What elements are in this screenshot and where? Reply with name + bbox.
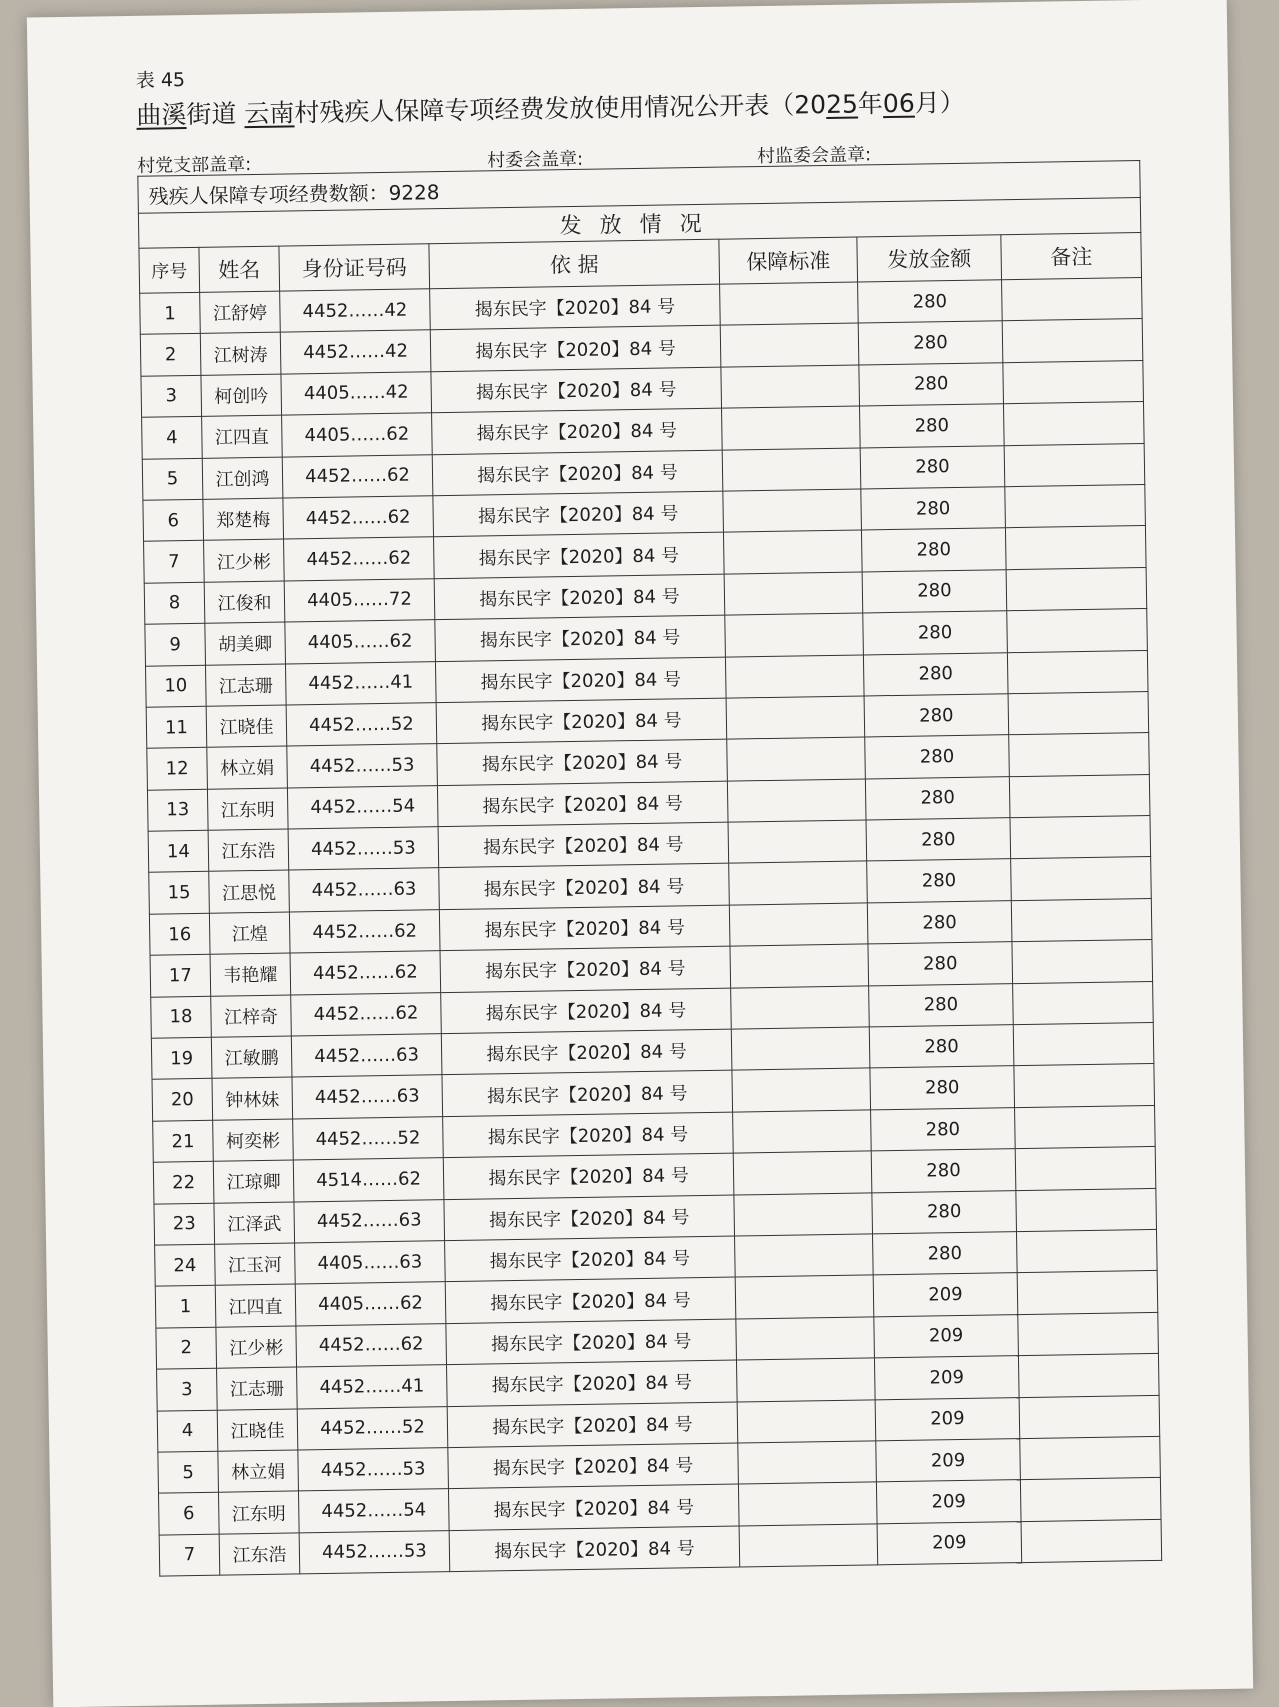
row-standard: [739, 1524, 878, 1568]
row-note: [1020, 1436, 1161, 1480]
row-id-number: 4405……72: [284, 578, 435, 622]
row-basis: 揭东民字【2020】84 号: [436, 698, 727, 744]
row-basis: 揭东民字【2020】84 号: [435, 615, 726, 661]
row-basis: 揭东民字【2020】84 号: [446, 1319, 737, 1365]
row-name: 江四直: [215, 1284, 296, 1327]
row-standard: [731, 1027, 870, 1071]
row-name: 江玉河: [215, 1243, 296, 1286]
title-street-word: 街道: [186, 99, 237, 130]
row-basis: 揭东民字【2020】84 号: [449, 1526, 740, 1572]
row-amount: 280: [858, 280, 1003, 324]
row-note: [1003, 402, 1144, 446]
row-basis: 揭东民字【2020】84 号: [437, 739, 728, 785]
row-amount: 280: [868, 942, 1013, 986]
row-name: 江晓佳: [206, 705, 287, 748]
row-id-number: 4452……41: [285, 661, 436, 705]
section-title: 发放情况: [138, 198, 1140, 249]
row-amount: 280: [867, 901, 1012, 945]
row-note: [1004, 443, 1145, 487]
row-note: [1020, 1478, 1161, 1522]
row-note: [1002, 278, 1143, 322]
row-amount: 280: [863, 652, 1008, 696]
row-amount: 280: [864, 694, 1009, 738]
row-name: 江煌: [209, 912, 290, 955]
row-amount: 280: [865, 735, 1010, 779]
row-id-number: 4452……63: [292, 1075, 443, 1119]
disbursement-table-wrap: [137, 160, 1161, 1577]
row-standard: [723, 530, 862, 574]
row-basis: 揭东民字【2020】84 号: [439, 864, 730, 910]
row-amount: 280: [859, 363, 1004, 407]
row-standard: [733, 1151, 872, 1195]
row-note: [1015, 1147, 1156, 1191]
row-note: [1007, 650, 1148, 694]
row-basis: 揭东民字【2020】84 号: [433, 491, 724, 537]
row-name: 江东明: [207, 788, 288, 831]
row-number: 23: [154, 1203, 215, 1245]
col-header-standard: 保障标准: [719, 237, 858, 284]
row-id-number: 4452……62: [296, 1323, 447, 1367]
title-main: 村残疾人保障专项经费发放使用情况公开表（20: [294, 89, 827, 128]
row-id-number: 4452……42: [280, 330, 431, 374]
party-branch-seal-label: 村党支部盖章:: [136, 154, 252, 177]
row-number: 12: [147, 748, 208, 790]
row-standard: [734, 1192, 873, 1236]
row-number: 6: [143, 499, 204, 541]
row-name: 林立娟: [207, 746, 288, 789]
row-amount: 280: [867, 859, 1012, 903]
row-amount: 209: [874, 1356, 1019, 1400]
row-basis: 揭东民字【2020】84 号: [434, 574, 725, 620]
row-name: 江东浩: [208, 829, 289, 872]
paper-sheet: [27, 0, 1253, 1707]
row-standard: [736, 1317, 875, 1361]
row-note: [1009, 733, 1150, 777]
row-number: 19: [151, 1037, 212, 1079]
row-basis: 揭东民字【2020】84 号: [441, 988, 732, 1034]
row-note: [1013, 1022, 1154, 1066]
row-basis: 揭东民字【2020】84 号: [432, 408, 723, 454]
row-number: 17: [150, 955, 211, 997]
row-note: [1007, 609, 1148, 653]
row-id-number: 4452……53: [299, 1530, 450, 1574]
row-name: 江树涛: [200, 332, 281, 375]
row-number: 8: [144, 582, 205, 624]
row-name: 江少彬: [204, 539, 285, 582]
row-standard: [720, 282, 859, 326]
page-title: [136, 83, 965, 132]
supervision-seal-label: 村监委会盖章:: [756, 144, 872, 168]
row-standard: [730, 944, 869, 988]
row-amount: 280: [861, 487, 1006, 531]
row-name: 胡美卿: [205, 622, 286, 665]
row-id-number: 4452……42: [280, 289, 431, 333]
row-note: [1005, 484, 1146, 528]
row-standard: [725, 654, 864, 698]
row-amount: 280: [860, 404, 1005, 448]
row-standard: [723, 489, 862, 533]
row-id-number: 4405……63: [295, 1241, 446, 1285]
row-name: 江俊和: [204, 581, 285, 624]
row-basis: 揭东民字【2020】84 号: [445, 1236, 736, 1282]
row-amount: 280: [863, 611, 1008, 655]
title-close: 月）: [914, 87, 965, 118]
row-name: 江敏鹏: [211, 1036, 292, 1079]
row-amount: 280: [862, 569, 1007, 613]
row-note: [1019, 1395, 1160, 1439]
row-amount: 280: [871, 1149, 1016, 1193]
row-basis: 揭东民字【2020】84 号: [430, 326, 721, 372]
row-number: 5: [142, 458, 203, 500]
row-id-number: 4452……63: [291, 1034, 442, 1078]
row-standard: [735, 1234, 874, 1278]
row-id-number: 4452……53: [298, 1448, 449, 1492]
title-village: 云南: [244, 98, 295, 129]
row-number: 11: [146, 706, 207, 748]
row-note: [1013, 981, 1154, 1025]
row-note: [1005, 526, 1146, 570]
row-amount: 209: [877, 1521, 1022, 1565]
row-id-number: 4452……62: [290, 951, 441, 995]
row-basis: 揭东民字【2020】84 号: [437, 781, 728, 827]
row-note: [1011, 898, 1152, 942]
row-basis: 揭东民字【2020】84 号: [444, 1195, 735, 1241]
row-amount: 280: [873, 1232, 1018, 1276]
row-note: [1018, 1354, 1159, 1398]
row-standard: [722, 406, 861, 450]
row-name: 林立娟: [218, 1450, 299, 1493]
col-header-amount: 发放金额: [857, 235, 1002, 282]
row-id-number: 4452……54: [287, 785, 438, 829]
row-id-number: 4452……53: [288, 827, 439, 871]
row-basis: 揭东民字【2020】84 号: [440, 946, 731, 992]
row-standard: [728, 820, 867, 864]
row-name: 郑楚梅: [203, 498, 284, 541]
row-amount: 280: [872, 1190, 1017, 1234]
row-id-number: 4405……62: [282, 413, 433, 457]
row-name: 江少彬: [216, 1326, 297, 1369]
row-amount: 280: [861, 528, 1006, 572]
row-basis: 揭东民字【2020】84 号: [439, 905, 730, 951]
row-basis: 揭东民字【2020】84 号: [441, 1029, 732, 1075]
row-note: [1006, 567, 1147, 611]
row-id-number: 4514……62: [293, 1158, 444, 1202]
table-body: [140, 278, 1162, 1577]
col-header-id: 身份证号码: [279, 244, 430, 291]
row-id-number: 4405……42: [281, 372, 432, 416]
row-id-number: 4452……53: [287, 744, 438, 788]
row-number: 1: [155, 1286, 216, 1328]
row-amount: 280: [871, 1107, 1016, 1151]
row-name: 江泽武: [214, 1202, 295, 1245]
row-amount: 209: [876, 1439, 1021, 1483]
row-standard: [727, 779, 866, 823]
row-id-number: 4452……62: [284, 537, 435, 581]
row-number: 21: [153, 1120, 214, 1162]
row-amount: 280: [869, 1025, 1014, 1069]
row-basis: 揭东民字【2020】84 号: [448, 1484, 739, 1530]
row-number: 2: [156, 1327, 217, 1369]
row-note: [1002, 319, 1143, 363]
row-standard: [738, 1441, 877, 1485]
row-id-number: 4405……62: [285, 620, 436, 664]
fund-amount-text: 残疾人保障专项经费数额：9228: [138, 161, 1140, 214]
row-note: [1008, 691, 1149, 735]
row-id-number: 4452……62: [291, 992, 442, 1036]
row-number: 22: [153, 1161, 214, 1203]
row-standard: [731, 986, 870, 1030]
row-standard: [726, 696, 865, 740]
row-number: 4: [157, 1410, 218, 1452]
row-id-number: 4452……52: [297, 1406, 448, 1450]
row-name: 江东浩: [219, 1533, 300, 1576]
row-amount: 280: [866, 818, 1011, 862]
row-basis: 揭东民字【2020】84 号: [431, 367, 722, 413]
row-name: 江思悦: [209, 870, 290, 913]
row-note: [1018, 1312, 1159, 1356]
row-name: 江志珊: [217, 1367, 298, 1410]
row-number: 24: [155, 1244, 216, 1286]
row-name: 江梓奇: [211, 995, 292, 1038]
row-number: 1: [140, 292, 201, 334]
row-standard: [733, 1110, 872, 1154]
row-name: 钟林妹: [212, 1077, 293, 1120]
row-standard: [724, 572, 863, 616]
row-basis: 揭东民字【2020】84 号: [448, 1443, 739, 1489]
row-number: 3: [157, 1368, 218, 1410]
row-name: 江晓佳: [217, 1409, 298, 1452]
row-basis: 揭东民字【2020】84 号: [447, 1360, 738, 1406]
row-basis: 揭东民字【2020】84 号: [445, 1277, 736, 1323]
form-number: 表 45: [135, 69, 186, 92]
row-basis: 揭东民字【2020】84 号: [435, 657, 726, 703]
row-basis: 揭东民字【2020】84 号: [432, 450, 723, 496]
seal-line: [136, 136, 1137, 177]
row-number: 3: [141, 375, 202, 417]
row-number: 4: [142, 417, 203, 459]
row-name: 江舒婷: [200, 291, 281, 334]
row-note: [1016, 1188, 1157, 1232]
row-name: 柯奕彬: [213, 1119, 294, 1162]
row-standard: [732, 1068, 871, 1112]
row-basis: 揭东民字【2020】84 号: [434, 532, 725, 578]
row-note: [1021, 1519, 1162, 1563]
row-note: [1011, 857, 1152, 901]
row-amount: 209: [873, 1273, 1018, 1317]
row-amount: 280: [860, 445, 1005, 489]
row-basis: 揭东民字【2020】84 号: [443, 1153, 734, 1199]
row-basis: 揭东民字【2020】84 号: [430, 284, 721, 330]
row-number: 7: [159, 1534, 220, 1576]
row-standard: [737, 1399, 876, 1443]
row-number: 15: [149, 872, 210, 914]
row-basis: 揭东民字【2020】84 号: [438, 822, 729, 868]
row-amount: 280: [870, 1066, 1015, 1110]
title-month: 06: [882, 88, 915, 119]
row-standard: [729, 861, 868, 905]
title-year-suffix: 25: [825, 89, 859, 119]
col-header-no: 序号: [139, 247, 200, 293]
row-standard: [720, 323, 859, 367]
row-amount: 280: [865, 776, 1010, 820]
row-number: 13: [147, 789, 208, 831]
row-id-number: 4452……62: [283, 496, 434, 540]
row-standard: [725, 613, 864, 657]
row-amount: 209: [876, 1480, 1021, 1524]
row-id-number: 4452……63: [289, 868, 440, 912]
row-number: 7: [144, 541, 205, 583]
row-note: [1016, 1229, 1157, 1273]
committee-seal-label: 村委会盖章:: [486, 148, 584, 172]
col-header-note: 备注: [1001, 233, 1142, 280]
row-id-number: 4452……52: [293, 1116, 444, 1160]
disbursement-table: [137, 160, 1162, 1577]
row-id-number: 4452……41: [297, 1365, 448, 1409]
row-number: 5: [158, 1451, 219, 1493]
col-header-name: 姓名: [199, 246, 280, 292]
row-amount: 209: [875, 1397, 1020, 1441]
row-number: 10: [145, 665, 206, 707]
row-name: 韦艳耀: [210, 953, 291, 996]
row-name: 江东明: [218, 1491, 299, 1534]
title-town: 曲溪: [136, 100, 187, 130]
row-number: 16: [149, 913, 210, 955]
row-id-number: 4452……63: [294, 1199, 445, 1243]
row-name: 江创鸿: [202, 457, 283, 500]
row-id-number: 4452……62: [289, 910, 440, 954]
row-id-number: 4452……62: [282, 454, 433, 498]
row-note: [1017, 1271, 1158, 1315]
row-id-number: 4405……62: [295, 1282, 446, 1326]
row-standard: [738, 1482, 877, 1526]
row-note: [1003, 360, 1144, 404]
row-amount: 209: [874, 1314, 1019, 1358]
col-header-basis: 依 据: [429, 239, 720, 289]
row-standard: [736, 1358, 875, 1402]
row-name: 江志珊: [205, 664, 286, 707]
row-basis: 揭东民字【2020】84 号: [447, 1402, 738, 1448]
row-number: 20: [152, 1079, 213, 1121]
row-note: [1010, 816, 1151, 860]
row-id-number: 4452……52: [286, 703, 437, 747]
row-number: 18: [151, 996, 212, 1038]
row-id-number: 4452……54: [298, 1489, 449, 1533]
row-name: 江四直: [202, 415, 283, 458]
row-note: [1009, 774, 1150, 818]
row-standard: [722, 448, 861, 492]
row-number: 14: [148, 830, 209, 872]
title-year-char: 年: [857, 89, 884, 119]
row-standard: [735, 1275, 874, 1319]
row-note: [1012, 940, 1153, 984]
row-amount: 280: [858, 321, 1003, 365]
row-name: 柯创吟: [201, 374, 282, 417]
row-basis: 揭东民字【2020】84 号: [443, 1112, 734, 1158]
row-number: 9: [145, 623, 206, 665]
row-standard: [727, 737, 866, 781]
row-basis: 揭东民字【2020】84 号: [442, 1071, 733, 1117]
row-standard: [721, 365, 860, 409]
row-note: [1015, 1105, 1156, 1149]
row-standard: [729, 903, 868, 947]
row-amount: 280: [869, 983, 1014, 1027]
row-name: 江琼卿: [213, 1160, 294, 1203]
row-number: 2: [140, 334, 201, 376]
row-number: 6: [159, 1493, 220, 1535]
row-note: [1014, 1064, 1155, 1108]
